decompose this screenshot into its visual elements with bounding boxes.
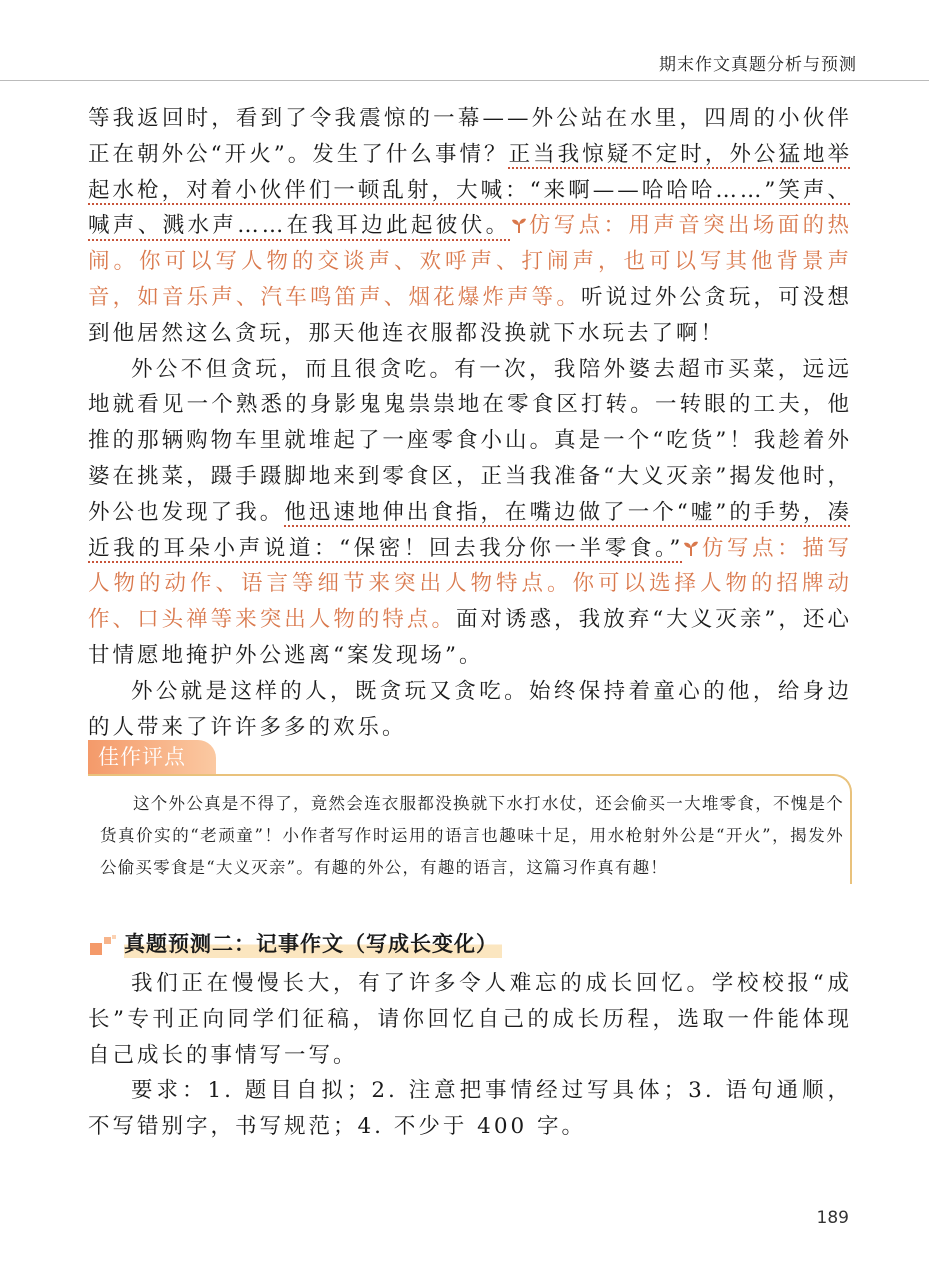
review-badge: 佳作评点 (88, 740, 216, 774)
annotation-1-label: 仿写点： (528, 213, 629, 239)
essay-p1-text-a: 等我返回时，看到了令我震惊的一幕——外公站在水里，四周的小伙伴正在朝外公“开火”。发生了什么事情？ (88, 106, 852, 167)
section-title: 真题预测二：记事作文（写成长变化） (124, 928, 502, 958)
review-text-body: 这个外公真是不得了，竟然会连衣服都没换就下水打水仗，还会偷买一大堆零食，不愧是个货真价实的“老顽童”！小作者写作时运用的语言也趣味十足，用水枪射外公是“开火”，揭发外公偷买零食是“大义灭亲”。有趣的外公，有趣的语言，这篇习作真有趣！ (100, 794, 844, 877)
essay-p1-underlined: 正当我惊疑不定时，外公猛地举起水枪，对着小伙伴们一顿乱射，大喊：“来啊——哈哈哈……”笑声、喊声、溅水声……在我耳边此起彼伏。 (88, 141, 852, 239)
running-header: 期末作文真题分析与预测 (659, 55, 857, 75)
essay-paragraph-1 (88, 101, 852, 352)
sprout-icon (683, 539, 699, 557)
annotation-2-text: 描写人物的动作、语言等细节来突出人物特点。你可以选择人物的招牌动作、口头禅等来突出人物的特点。 (88, 535, 852, 633)
annotation-2-label: 仿写点： (701, 535, 803, 561)
sprout-icon (511, 216, 527, 234)
essay-p1-text-c: 听说过外公贪玩，可没想到他居然这么贪玩，那天他连衣服都没换就下水玩去了啊！ (88, 284, 852, 346)
essay-p2-underlined: 他迅速地伸出食指，在嘴边做了一个“嘘”的手势，凑近我的耳朵小声说道：“保密！回去我分你一半零食。” (88, 499, 852, 561)
prediction-body (88, 966, 852, 1145)
prediction-requirements: 要求：1. 题目自拟；2. 注意把事情经过写具体；3. 语句通顺，不写错别字，书写规范；4. 不少于 400 字。 (88, 1078, 852, 1140)
prediction-paragraph-1: 我们正在慢慢长大，有了许多令人难忘的成长回忆。学校校报“成长”专刊正向同学们征稿，请你回忆自己的成长历程，选取一件能体现自己成长的事情写一写。 (88, 971, 852, 1068)
header-divider (0, 80, 929, 81)
essay-paragraph-2 (88, 352, 852, 674)
essay-p2-text-a: 外公不但贪玩，而且很贪吃。有一次，我陪外婆去超市买菜，远远地就看见一个熟悉的身影鬼鬼祟祟地在零食区打转。一转眼的工夫，他推的那辆购物车里就堆起了一座零食小山。真是一个“吃货”！我趁着外婆在挑菜，蹑手蹑脚地来到零食区，正当我准备“大义灭亲”揭发他时，外公也发现了我。 (88, 356, 852, 525)
page-number: 189 (816, 1208, 849, 1228)
annotation-1-text: 用声音突出场面的热闹。你可以写人物的交谈声、欢呼声、打闹声，也可以写其他背景声音，如音乐声、汽车鸣笛声、烟花爆炸声等。 (88, 213, 852, 310)
essay-p2-text-c: 面对诱惑，我放弃“大义灭亲”，还心甘情愿地掩护外公逃离“案发现场”。 (88, 607, 852, 668)
essay-body (88, 101, 852, 745)
section-squares-icon (90, 935, 118, 957)
essay-paragraph-3: 外公就是这样的人，既贪玩又贪吃。始终保持着童心的他，给身边的人带来了许许多多的欢乐。 (88, 678, 852, 740)
review-text (100, 788, 844, 884)
